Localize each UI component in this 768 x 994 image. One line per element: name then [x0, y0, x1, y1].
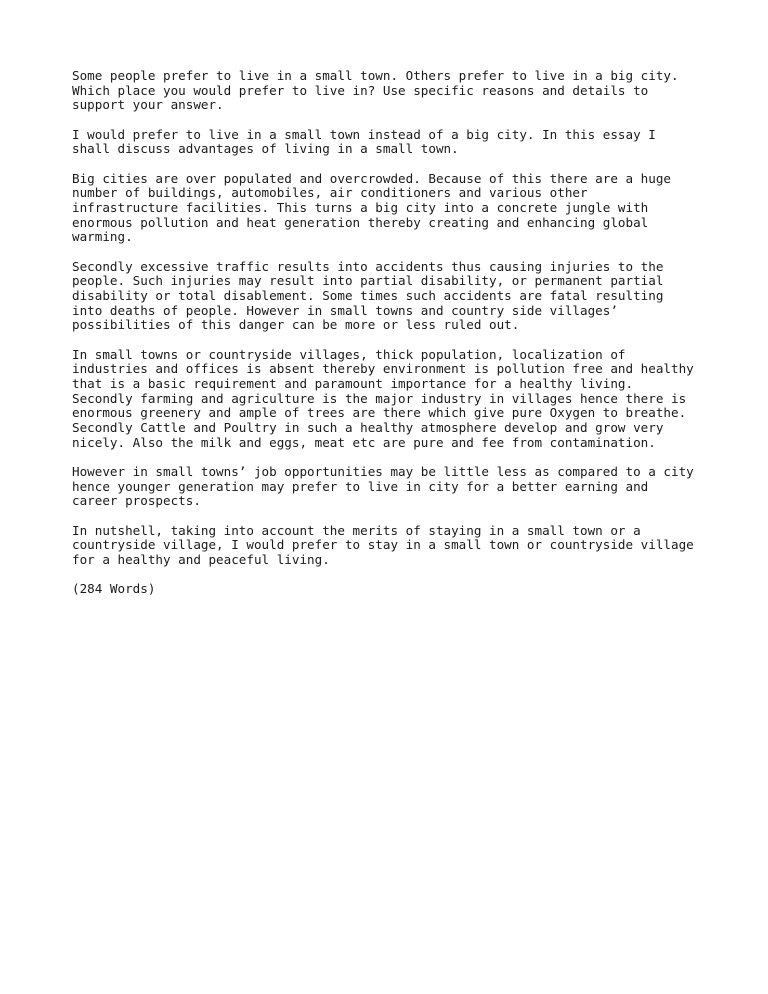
document-page — [72, 69, 702, 611]
essay-paragraph-small-towns: In small towns or countryside villages, thick population, localization of industries and offices is absent thereby environment is pollution free and healthy that is a basic requirement and paramount importance for a healthy living. Secondly farming and agriculture is the major industry in villages hence there is enormous greenery and ample of trees are there which give pure Oxygen to breathe. Secondly Cattle and Poultry in such a healthy atmosphere develop and grow very nicely. Also the milk and eggs, meat etc are pure and fee from contamination. — [72, 346, 694, 450]
essay-conclusion: In nutshell, taking into account the merits of staying in a small town or a countryside village, I would prefer to stay in a small town or countryside village for a healthy and peaceful living. — [72, 522, 694, 567]
essay-paragraph-traffic: Secondly excessive traffic results into accidents thus causing injuries to the people. Such injuries may result into partial disability, or permanent partial disability or total disablement. Some times such accidents are fatal resulting into deaths of people. However in small towns and country side villages’ possibilities of this danger can be more or less ruled out. — [72, 258, 664, 333]
essay-paragraph-job-opportunities: However in small towns’ job opportunities may be little less as compared to a city hence younger generation may prefer to live in city for a better earning and career prospects. — [72, 463, 694, 509]
word-count: (284 Words) — [72, 581, 156, 597]
essay-paragraph-big-cities: Big cities are over populated and overcrowded. Because of this there are a huge number of buildings, automobiles, air conditioners and various other infrastructure facilities. This turns a big city into a concrete jungle with enormous pollution and heat generation thereby creating and enhancing global warming. — [72, 170, 671, 245]
essay-introduction: I would prefer to live in a small town instead of a big city. In this essay I shall discuss advantages of living in a small town. — [72, 126, 656, 157]
essay-prompt: Some people prefer to live in a small town. Others prefer to live in a big city. Which place you would prefer to live in? Use specific reasons and details to support your answer. — [72, 68, 679, 113]
